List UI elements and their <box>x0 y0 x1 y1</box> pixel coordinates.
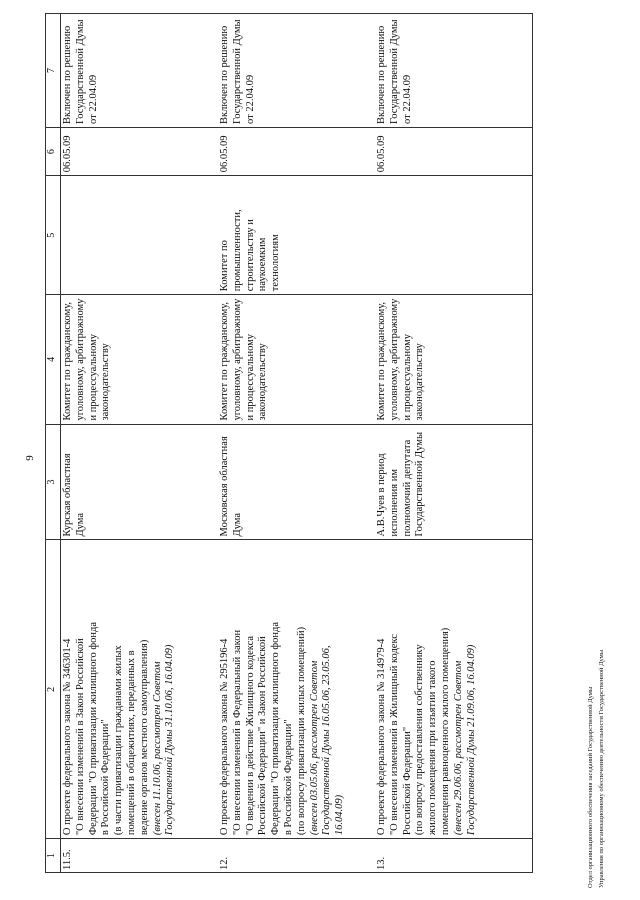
table-row <box>375 14 533 873</box>
committee-cell: Комитет по гражданскому, уголовному, арбитражному и процессуальному законодательству <box>61 295 219 424</box>
initiator-cell: А.В.Чуев в период исполнения им полномочий депутата Государственной Думы <box>375 424 533 540</box>
bill-text-line: "О внесении изменений в Закон Российской <box>74 638 86 836</box>
bill-note-line: Государственной Думы 31.10.06, 16.04.09) <box>164 644 176 836</box>
bill-note-line: (внесен 29.06.06, рассмотрен Советом <box>452 660 464 836</box>
date-cell: 06.05.09 <box>218 127 375 175</box>
bill-text-line: О проекте федерального закона № 295196-4 <box>219 638 230 836</box>
column-header: 6 <box>46 127 61 175</box>
bill-note-line: Государственной Думы 16.05.06, 23.05.06, <box>321 645 333 836</box>
bill-text-line: (в части приватизации гражданами жилых <box>113 645 125 836</box>
column-header: 4 <box>46 295 61 424</box>
committee-cell: Комитет по гражданскому, уголовному, арбитражному и процессуальному законодательству <box>218 295 375 424</box>
bill-text-line: в Российской Федерации" <box>282 719 294 836</box>
bill-text-line: О проекте федерального закона № 314979-4 <box>376 638 387 836</box>
status-cell: Включен по решению Государственной Думы от 22.04.09 <box>61 14 219 128</box>
bill-description <box>61 540 219 839</box>
committee-cell: Комитет по гражданскому, уголовному, арбитражному и процессуальному законодательству <box>375 295 533 424</box>
bill-text-line: Федерации "О приватизации жилищного фонда <box>270 621 282 836</box>
page-number: 9 <box>24 455 36 461</box>
bill-text-line: (по вопросу предоставления собственнику <box>414 644 426 836</box>
bill-text-line: ведение органов местного самоуправления) <box>138 639 150 836</box>
initiator-cell: Московская областная Дума <box>218 424 375 540</box>
bill-note-line: Государственной Думы 21.09.06, 16.04.09) <box>465 644 477 836</box>
footer-line: Отдел организационного обеспечения заседаний Государственной Думы <box>587 686 594 888</box>
footer-line: Управления по организационному обеспечению деятельности Государственной Думы <box>598 649 605 888</box>
bill-text-line: Российской Федерации" и Закон Российской <box>257 636 269 836</box>
co-committee-cell: Комитет по промышленности, строительству и наукоемким технологиям <box>218 176 375 295</box>
row-number: 12. <box>218 839 375 873</box>
initiator-cell: Курская областная Дума <box>61 424 219 540</box>
column-header: 7 <box>46 14 61 128</box>
table-row <box>218 14 375 873</box>
status-cell: Включен по решению Государственной Думы от 22.04.09 <box>218 14 375 128</box>
row-number: 11.5. <box>61 839 219 873</box>
bill-text-line: в Российской Федерации" <box>100 719 112 836</box>
bill-note-line: (внесен 11.10.06, рассмотрен Советом <box>151 661 163 836</box>
bill-text-line: Российской Федерации" <box>401 726 413 836</box>
bill-description <box>375 540 533 839</box>
bill-description <box>218 540 375 839</box>
column-header: 3 <box>46 424 61 540</box>
date-cell: 06.05.09 <box>375 127 533 175</box>
bill-text-line: жилого помещения при изъятии такого <box>427 660 439 836</box>
bill-text-line: помещений в общежитиях, переданных в <box>125 650 137 836</box>
row-number: 13. <box>375 839 533 873</box>
bill-text-line: (по вопросу приватизации жилых помещений) <box>295 626 307 836</box>
column-header: 5 <box>46 176 61 295</box>
bill-text-line: "О введении в действие Жилищного кодекса <box>244 635 256 836</box>
bill-note-line: (внесен 03.05.06, рассмотрен Советом <box>308 660 320 836</box>
status-cell: Включен по решению Государственной Думы от 22.04.09 <box>375 14 533 128</box>
bill-text-line: "О внесении изменений в Жилищный кодекс <box>388 634 400 836</box>
table-row <box>61 14 219 873</box>
bill-text-line: О проекте федерального закона № 346301-4 <box>62 638 73 836</box>
bill-text-line: "О внесении изменений в Федеральный закон <box>231 629 243 836</box>
agenda-table-sheet <box>45 13 590 873</box>
column-header: 2 <box>46 540 61 839</box>
column-number-row <box>46 14 61 873</box>
co-committee-cell <box>375 176 533 295</box>
co-committee-cell <box>61 176 219 295</box>
column-header: 1 <box>46 839 61 873</box>
bill-text-line: помещения равноценного жилого помещения) <box>439 627 451 836</box>
bill-text-line: Федерации "О приватизации жилищного фонда <box>87 621 99 836</box>
agenda-table <box>45 13 533 873</box>
bill-note-line: 16.04.09) <box>334 794 346 836</box>
date-cell: 06.05.09 <box>61 127 219 175</box>
